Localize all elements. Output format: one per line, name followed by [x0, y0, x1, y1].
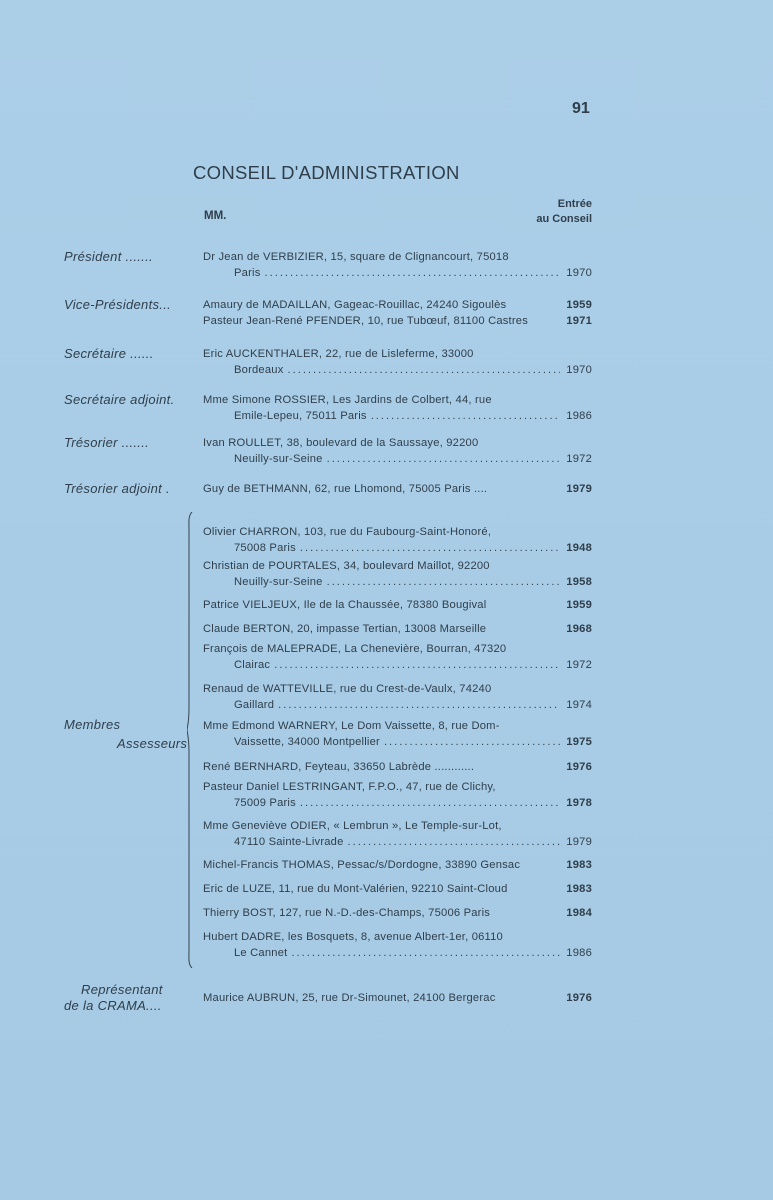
- entry-line: [203, 657, 592, 673]
- entry-year: 1968: [566, 623, 592, 635]
- entry-address-continued: Neuilly-sur-Seine: [234, 453, 323, 465]
- entry-year: 1959: [566, 599, 592, 611]
- member-entry: [203, 597, 592, 613]
- entry-line: [203, 795, 592, 811]
- member-entry: [203, 681, 592, 713]
- entry-address-continued: Neuilly-sur-Seine: [234, 576, 323, 588]
- entry-year: 1976: [566, 992, 592, 1004]
- entry-address-continued: Clairac: [234, 659, 271, 671]
- entry-line: [203, 697, 592, 713]
- member-entry: [203, 524, 592, 556]
- entry-year: 1983: [566, 883, 592, 895]
- entry-year: 1979: [566, 836, 592, 848]
- role-secretaire: Secrétaire ......: [64, 346, 154, 361]
- entree-header-line2: au Conseil: [536, 213, 592, 225]
- entry-line: [203, 481, 592, 497]
- entry-year: 1983: [566, 859, 592, 871]
- member-entry: [203, 641, 592, 673]
- entry-address-continued: Le Cannet: [234, 947, 288, 959]
- entry-line: [203, 929, 592, 945]
- dot-leader: [327, 574, 560, 590]
- role-de-la-crama: de la CRAMA....: [64, 998, 162, 1013]
- entry-year: 1959: [566, 299, 592, 311]
- member-entry: [203, 249, 592, 281]
- role-assesseurs: Assesseurs: [117, 736, 188, 751]
- entry-line: [203, 779, 592, 795]
- entry-address-continued: 75009 Paris: [234, 797, 296, 809]
- entry-year: 1958: [566, 576, 592, 588]
- entry-line: [203, 818, 592, 834]
- member-entry: [203, 392, 592, 424]
- entry-line: [203, 945, 592, 961]
- role-representant: Représentant: [81, 982, 163, 997]
- entry-year: 1978: [566, 797, 592, 809]
- entry-year: 1972: [566, 659, 592, 671]
- member-entry: [203, 435, 592, 467]
- role-tresorier-adjoint: Trésorier adjoint .: [64, 481, 170, 496]
- dot-leader: [327, 451, 560, 467]
- entry-line: [203, 881, 592, 897]
- entry-name-address: Olivier CHARRON, 103, rue du Faubourg-Saint-Honoré,: [203, 526, 492, 538]
- member-entry: [203, 718, 592, 750]
- entry-line: [203, 718, 592, 734]
- entry-year: 1976: [566, 761, 592, 773]
- entry-name-address: Claude BERTON, 20, impasse Tertian, 13008 Marseille: [203, 623, 487, 635]
- member-entry: [203, 759, 592, 775]
- entry-year: 1948: [566, 542, 592, 554]
- member-entry: [203, 929, 592, 961]
- entry-line: [203, 597, 592, 613]
- entree-header: [536, 197, 592, 227]
- entree-header-line1: Entrée: [557, 198, 592, 210]
- entry-name-address: Thierry BOST, 127, rue N.-D.-des-Champs, 75006 Paris: [203, 907, 491, 919]
- entry-line: [203, 759, 592, 775]
- dot-leader: [348, 834, 560, 850]
- entry-year: 1970: [566, 267, 592, 279]
- entry-line: [203, 408, 592, 424]
- entry-line: [203, 857, 592, 873]
- mm-header: MM.: [204, 210, 227, 222]
- dot-leader: [300, 540, 560, 556]
- entry-name-address: Maurice AUBRUN, 25, rue Dr-Simounet, 24100 Bergerac: [203, 992, 496, 1004]
- entry-line: [203, 249, 592, 265]
- entry-address-continued: Bordeaux: [234, 364, 284, 376]
- entry-name-address: Mme Geneviève ODIER, « Lembrun », Le Temple-sur-Lot,: [203, 820, 502, 832]
- entry-name-address: Guy de BETHMANN, 62, rue Lhomond, 75005 Paris ....: [203, 483, 488, 495]
- entry-name-address: Ivan ROULLET, 38, boulevard de la Saussaye, 92200: [203, 437, 479, 449]
- page-number: 91: [572, 100, 590, 117]
- member-entry: [203, 857, 592, 873]
- entry-name-address: Dr Jean de VERBIZIER, 15, square de Clignancourt, 75018: [203, 251, 509, 263]
- entry-name-address: Patrice VIELJEUX, Ile de la Chaussée, 78380 Bougival: [203, 599, 487, 611]
- dot-leader: [288, 362, 561, 378]
- member-entry: [203, 881, 592, 897]
- entry-line: [203, 905, 592, 921]
- dot-leader: [371, 408, 560, 424]
- entry-name-address: Renaud de WATTEVILLE, rue du Crest-de-Vaulx, 74240: [203, 683, 492, 695]
- role-membres: Membres: [64, 717, 121, 732]
- entry-line: [203, 524, 592, 540]
- entry-line: [203, 435, 592, 451]
- role-vice-presidents: Vice-Présidents...: [64, 297, 172, 312]
- entry-line: [203, 451, 592, 467]
- entry-name-address: Amaury de MADAILLAN, Gageac-Rouillac, 24240 Sigoulès: [203, 299, 507, 311]
- role-secretaire-adjoint: Secrétaire adjoint.: [64, 392, 175, 407]
- entry-year: 1971: [566, 315, 592, 327]
- entry-name-address: Mme Simone ROSSIER, Les Jardins de Colbert, 44, rue: [203, 394, 492, 406]
- member-entry: [203, 313, 592, 329]
- entry-line: [203, 540, 592, 556]
- members-brace: [187, 512, 193, 968]
- entry-address-continued: 47110 Sainte-Livrade: [234, 836, 344, 848]
- dot-leader: [278, 697, 560, 713]
- entry-year: 1972: [566, 453, 592, 465]
- entry-address-continued: Paris: [234, 267, 261, 279]
- entry-line: [203, 558, 592, 574]
- entry-line: [203, 990, 592, 1006]
- entry-year: 1979: [566, 483, 592, 495]
- entry-address-continued: Vaissette, 34000 Montpellier: [234, 736, 380, 748]
- entry-name-address: Michel-Francis THOMAS, Pessac/s/Dordogne, 33890 Gensac: [203, 859, 521, 871]
- role-president: Président .......: [64, 249, 153, 264]
- page-title: CONSEIL D'ADMINISTRATION: [193, 162, 460, 183]
- entry-name-address: Mme Edmond WARNERY, Le Dom Vaissette, 8, rue Dom-: [203, 720, 500, 732]
- entry-line: [203, 265, 592, 281]
- member-entry: [203, 621, 592, 637]
- entry-address-continued: 75008 Paris: [234, 542, 296, 554]
- entry-name-address: Eric AUCKENTHALER, 22, rue de Lisleferme, 33000: [203, 348, 474, 360]
- entry-name-address: Eric de LUZE, 11, rue du Mont-Valérien, 92210 Saint-Cloud: [203, 883, 508, 895]
- entry-line: [203, 621, 592, 637]
- entry-line: [203, 574, 592, 590]
- entry-name-address: François de MALEPRADE, La Chenevière, Bourran, 47320: [203, 643, 507, 655]
- member-entry: [203, 558, 592, 590]
- dot-leader: [300, 795, 560, 811]
- entry-line: [203, 362, 592, 378]
- dot-leader: [265, 265, 561, 281]
- entry-year: 1970: [566, 364, 592, 376]
- entry-name-address: Hubert DADRE, les Bosquets, 8, avenue Albert-1er, 06110: [203, 931, 503, 943]
- entry-address-continued: Emile-Lepeu, 75011 Paris: [234, 410, 367, 422]
- entry-year: 1986: [566, 947, 592, 959]
- entry-name-address: Christian de POURTALES, 34, boulevard Maillot, 92200: [203, 560, 490, 572]
- dot-leader: [291, 945, 560, 961]
- role-tresorier: Trésorier .......: [64, 435, 150, 450]
- member-entry: [203, 779, 592, 811]
- dot-leader: [384, 734, 560, 750]
- entry-line: [203, 313, 592, 329]
- member-entry: [203, 905, 592, 921]
- entry-line: [203, 346, 592, 362]
- dot-leader: [274, 657, 560, 673]
- entry-line: [203, 641, 592, 657]
- entry-address-continued: Gaillard: [234, 699, 275, 711]
- entry-line: [203, 392, 592, 408]
- entry-year: 1986: [566, 410, 592, 422]
- entry-year: 1975: [566, 736, 592, 748]
- entry-year: 1974: [566, 699, 592, 711]
- entry-line: [203, 834, 592, 850]
- member-entry: [203, 346, 592, 378]
- member-entry: [203, 990, 592, 1006]
- entry-name-address: Pasteur Daniel LESTRINGANT, F.P.O., 47, rue de Clichy,: [203, 781, 496, 793]
- entry-line: [203, 681, 592, 697]
- entry-line: [203, 297, 592, 313]
- entry-year: 1984: [566, 907, 592, 919]
- entry-line: [203, 734, 592, 750]
- entry-name-address: Pasteur Jean-René PFENDER, 10, rue Tubœuf, 81100 Castres: [203, 315, 529, 327]
- member-entry: [203, 297, 592, 313]
- member-entry: [203, 481, 592, 497]
- entry-name-address: René BERNHARD, Feyteau, 33650 Labrède ............: [203, 761, 475, 773]
- member-entry: [203, 818, 592, 850]
